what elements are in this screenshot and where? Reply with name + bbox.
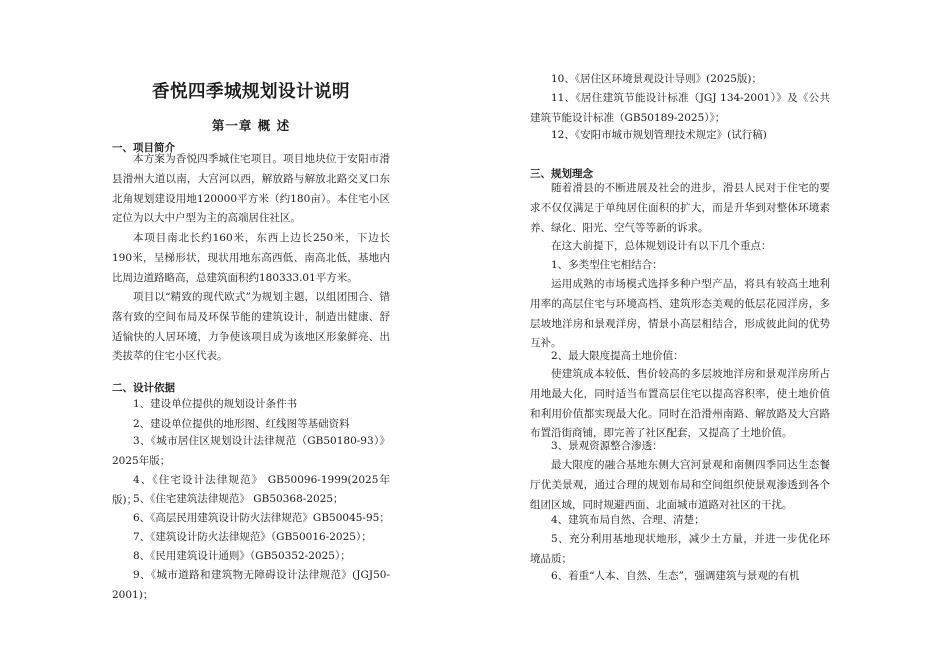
paragraph: 本方案为香悦四季城住宅项目。项目地块位于安阳市滑县滑州大道以南，大宫河以西，解放路与解放北路交叉口东北角规划建设用地120000平方米（约180亩）。本住宅小区定位为以大中户型为主的高端居住社区。 [112,153,390,225]
list-item: 9、《城市道路和建筑物无障碍设计法律规范》(JGJ50-2001)； [112,569,390,601]
point-title: 1、多类型住宅相结合： [551,259,663,271]
list-item: 2、建设单位提供的地形图、红线图等基础资料 [133,418,350,430]
paragraph: 运用成熟的市场模式选择多种户型产品，将具有较高土地利用率的高层住宅与环境高档、建筑形态美观的低层花园洋房，多层坡地洋房和景观洋房，情景小高层相结合，形成彼此间的优势互补。 [530,278,830,350]
list-item: 6、《高层民用建筑设计防火法律规范》GB50045-95； [133,512,390,524]
paragraph: 在这大前提下，总体规划设计有以下几个重点： [551,240,772,252]
section-heading-planning-concept: 三、规划理念 [530,168,593,180]
paragraph: 使建筑成本较低、售价较高的多层坡地洋房和景观洋房所占用地最大化，同时适当布置高层住宅以提高容积率，使土地价值和利用价值都实现最大化。同时在沿滑州南路、解放路及大宫路布置沿街商铺，即完善了社区配套，又提高了土地价值。 [530,368,830,440]
point-title: 2、最大限度提高土地价值： [551,350,684,362]
list-item: 11、《居住建筑节能设计标准（JGJ 134-2001）》及《公共建筑节能设计标准（GB50189-2025）》； [530,92,830,124]
point-title: 4、建筑布局自然、合理、清楚； [551,514,705,526]
paragraph: 最大限度的融合基地东侧大宫河景观和南侧四季同达生态餐厅优美景观，通过合理的规划布局和空间组织使景观渗透到各个组团区域，同时规避西面、北面城市道路对社区的干扰。 [530,459,830,511]
paragraph: 随着滑县的不断进展及社会的进步，滑县人民对于住宅的要求不仅仅满足于单纯居住面积的扩大，而是升华到对整体环境素养、绿化、阳光、空气等等新的诉求。 [530,182,830,234]
document-title: 香悦四季城规划设计说明 [152,82,350,102]
list-item: 5、《住宅建筑法律规范》 GB50368-2025； [133,493,344,505]
paragraph: 本项目南北长约160米，东西上边长250米，下边长190米，呈梯形状，现状用地东高西低、南高北低，基地内比周边道路略高，总建筑面积约180333.01平方米。 [112,232,390,284]
paragraph: 项目以“精致的现代欧式”为规划主题，以组团围合、错落有致的空间布局及环保节能的建筑设计，制造出健康、舒适愉快的人居环境，力争使该项目成为该地区形象鲜亮、出类拔萃的住宅小区代表。 [112,291,390,363]
list-item: 3、《城市居住区规划设计法律规范（GB50180-93）》2025年版； [112,435,390,467]
paragraph: 6、着重“人本、自然、生态”，强调建筑与景观的有机 [551,570,800,582]
list-item: 1、建设单位提供的规划设计条件书 [133,398,298,410]
point-title: 3、景观资源整合渗透： [551,440,663,452]
list-item: 12、《安阳市城市规划管理技术规定》(试行稿) [551,129,767,141]
chapter-title: 第一章 概 述 [211,118,291,133]
section-heading-design-basis: 二、设计依据 [112,382,175,394]
paragraph: 5、充分利用基地现状地形，减少土方量，并进一步优化环境品质； [530,533,830,565]
list-item: 10、《居住区环境景观设计导则》(2025版)； [551,73,763,85]
section-heading-project-intro: 一、项目简介 [112,142,175,154]
list-item: 7、《建筑设计防火法律规范》（GB50016-2025）； [133,531,372,543]
list-item: 8、《民用建筑设计通则》（GB50352-2025）； [133,550,351,562]
list-item: 4、《住宅设计法律规范》 GB50096-1999(2025年版)； [112,474,390,506]
